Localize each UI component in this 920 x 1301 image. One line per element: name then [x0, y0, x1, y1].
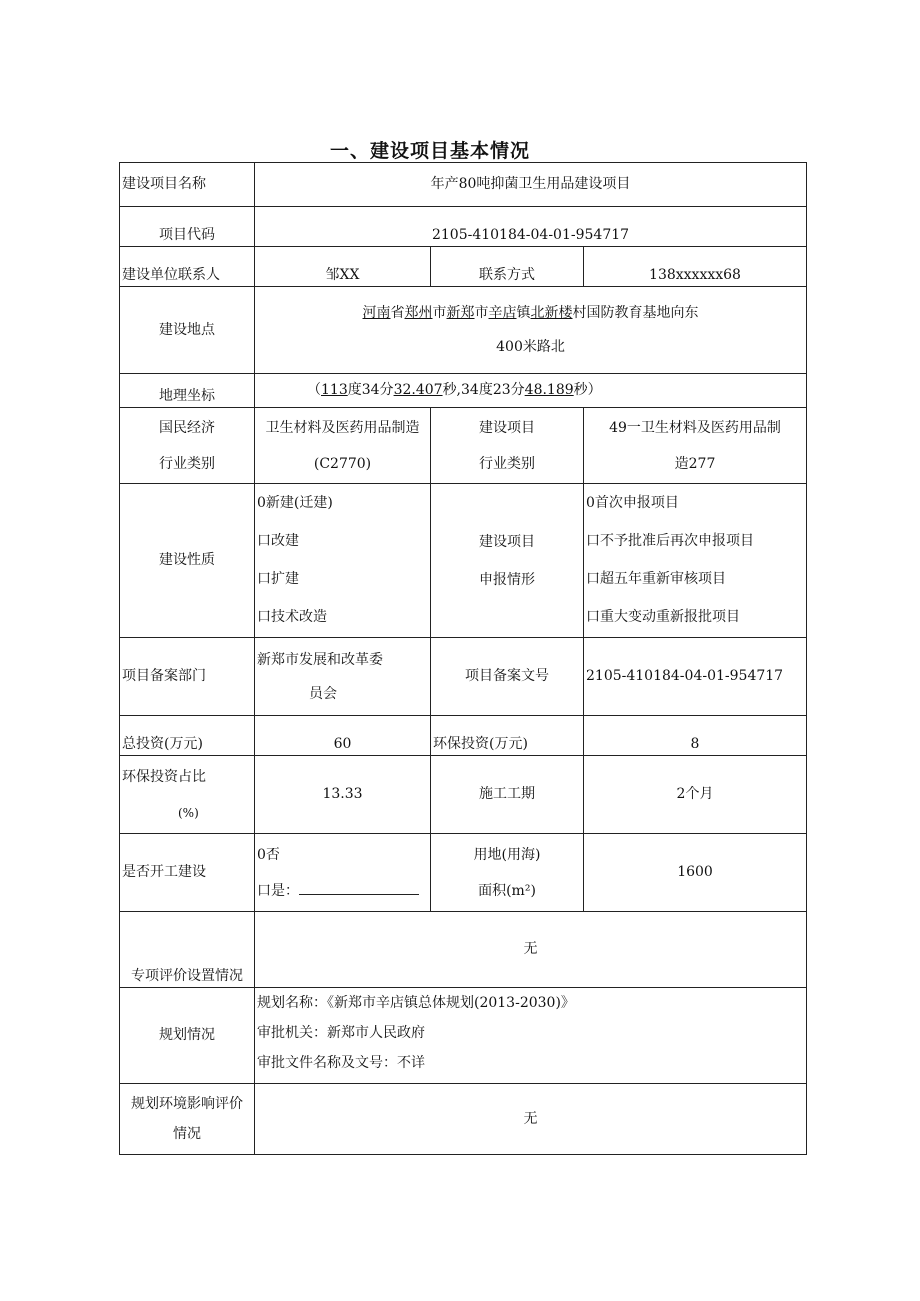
env-investment-label: 环保投资(万元) [431, 716, 584, 756]
started-option-yes: 口是： [257, 873, 428, 909]
location-part: 镇 [516, 305, 531, 321]
location-part: 市 [474, 305, 489, 321]
row-special-eval [120, 912, 807, 988]
report-options [584, 484, 807, 638]
filing-no-value: 2105-410184-04-01-954717 [584, 638, 807, 716]
row-project-code [120, 207, 807, 247]
report-type-label: 建设项目 申报情形 [431, 484, 584, 638]
started-label: 是否开工建设 [120, 834, 255, 912]
row-started [120, 834, 807, 912]
report-option: 0首次申报项目 [586, 495, 679, 511]
row-nature [120, 484, 807, 638]
industry-value: 卫生材料及医药用品制造 (C2770) [255, 408, 431, 484]
row-ratio [120, 756, 807, 834]
planning-eia-label: 规划环境影响评价 情况 [120, 1084, 255, 1155]
location-part: 辛店 [488, 305, 517, 321]
nature-option: 口扩建 [257, 571, 299, 587]
row-planning [120, 988, 807, 1084]
project-industry-value: 49一卫生材料及医药用品制 造277 [584, 408, 807, 484]
coord-lat-part: 秒,34度23分 [442, 382, 525, 399]
location-part: 新郑 [446, 305, 475, 321]
coordinates-label: 地理坐标 [120, 374, 255, 408]
row-planning-eia [120, 1084, 807, 1155]
filing-dept-value: 新郑市发展和改革委 员会 [255, 638, 431, 716]
contact-label: 建设单位联系人 [120, 247, 255, 287]
location-part: 市 [432, 305, 447, 321]
env-investment-value: 8 [584, 716, 807, 756]
land-area-value: 1600 [584, 834, 807, 912]
location-part: 郑州 [404, 305, 433, 321]
location-label: 建设地点 [120, 287, 255, 374]
industry-label: 国民经济 行业类别 [120, 408, 255, 484]
filing-no-label: 项目备案文号 [431, 638, 584, 716]
project-name-label: 建设项目名称 [120, 163, 255, 207]
page-title: 一、建设项目基本情况 [329, 140, 530, 162]
ratio-value: 13.33 [255, 756, 431, 834]
nature-options [255, 484, 431, 638]
coord-prefix: （ [307, 382, 321, 399]
project-info-table [119, 162, 807, 1155]
project-code-value: 2105-410184-04-01-954717 [255, 207, 807, 247]
contact-person: 邹XX [255, 247, 431, 287]
started-options [255, 834, 431, 912]
investment-label: 总投资(万元) [120, 716, 255, 756]
contact-method-label: 联系方式 [431, 247, 584, 287]
planning-authority: 审批机关：新郑市人民政府 [257, 1025, 425, 1041]
report-option: 口不予批准后再次申报项目 [586, 533, 754, 549]
nature-option: 口技术改造 [257, 609, 327, 625]
row-project-name [120, 163, 807, 207]
investment-value: 60 [255, 716, 431, 756]
planning-name: 规划名称：《新郑市辛店镇总体规划(2013-2030)》 [257, 995, 575, 1011]
filing-dept-label: 项目备案部门 [120, 638, 255, 716]
started-option-no: 0否 [257, 846, 280, 863]
nature-label: 建设性质 [120, 484, 255, 638]
row-filing [120, 638, 807, 716]
ratio-label: 环保投资占比 (%) [120, 756, 255, 834]
period-value: 2个月 [584, 756, 807, 834]
location-part: 北新楼 [530, 305, 573, 321]
coord-lon-deg: 113 [321, 382, 348, 399]
coord-lat-sec: 48.189 [524, 382, 574, 399]
coordinates-value [255, 374, 807, 408]
location-line2: 400米路北 [496, 339, 565, 355]
report-option: 口重大变动重新报批项目 [586, 609, 740, 625]
nature-option: 口改建 [257, 533, 299, 549]
nature-option: 0新建(迁建) [257, 495, 333, 511]
location-value [255, 287, 807, 374]
coord-lon-rest: 度34分 [347, 382, 394, 399]
project-code-label: 项目代码 [120, 207, 255, 247]
land-area-label: 用地(用海) 面积(m²) [431, 834, 584, 912]
contact-phone: 138xxxxxx68 [584, 247, 807, 287]
special-eval-label: 专项评价设置情况 [120, 912, 255, 988]
project-name-value: 年产80吨抑菌卫生用品建设项目 [255, 163, 807, 207]
location-part: 村国防教育基地向东 [572, 305, 699, 321]
coord-lon-sec: 32.407 [393, 382, 443, 399]
planning-document: 审批文件名称及文号：不详 [257, 1055, 425, 1071]
report-option: 口超五年重新审核项目 [586, 571, 726, 587]
period-label: 施工工期 [431, 756, 584, 834]
planning-eia-value: 无 [255, 1084, 807, 1155]
row-contact [120, 247, 807, 287]
special-eval-value: 无 [255, 912, 807, 988]
location-part: 河南 [362, 305, 391, 321]
started-yes-blank [299, 882, 419, 895]
row-industry [120, 408, 807, 484]
location-part: 省 [390, 305, 405, 321]
row-investment [120, 716, 807, 756]
row-location [120, 287, 807, 374]
coord-suffix: 秒） [573, 382, 602, 399]
planning-label: 规划情况 [120, 988, 255, 1084]
planning-value [255, 988, 807, 1084]
project-industry-label: 建设项目 行业类别 [431, 408, 584, 484]
row-coordinates [120, 374, 807, 408]
